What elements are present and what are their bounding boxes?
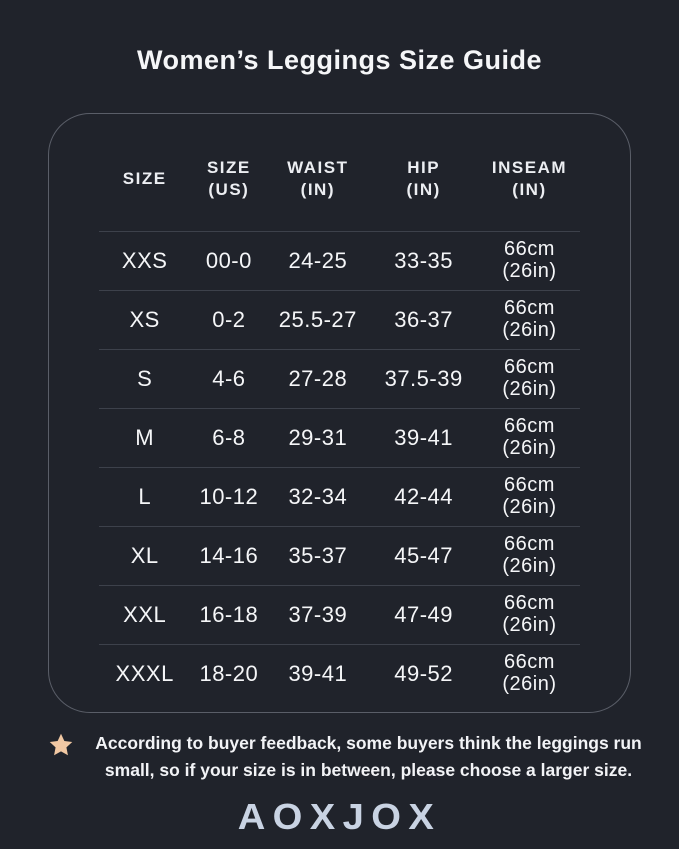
cell-hip: 39-41 (394, 425, 454, 450)
cell-hip: 37.5-39 (384, 366, 463, 391)
cell-size: L (138, 484, 152, 509)
header-label: WAIST (287, 157, 349, 177)
cell-waist: 27-28 (288, 366, 348, 391)
cell-inseam (479, 416, 580, 459)
cell-waist: 24-25 (288, 248, 348, 273)
cell-size-us: 4-6 (212, 366, 246, 391)
table-row-s (99, 349, 580, 408)
cell-size-us: 16-18 (199, 602, 259, 627)
table-row-xxl (99, 585, 580, 644)
brand-logo: AOXJOX (237, 796, 442, 838)
size-table (99, 156, 580, 703)
cell-hip: 36-37 (394, 307, 454, 332)
table-row-xs (99, 290, 580, 349)
cell-size: XXXL (115, 661, 174, 686)
cell-size-us: 6-8 (212, 425, 246, 450)
cell-size: XL (130, 543, 159, 568)
cell-size-us: 00-0 (205, 248, 252, 273)
table-row-m (99, 408, 580, 467)
cell-size-us: 18-20 (199, 661, 259, 686)
note-text: According to buyer feedback, some buyers think the leggings run small, so if your size is in between, please choose a larger size. (95, 733, 642, 781)
inseam-cm: 66cm (504, 356, 555, 379)
inseam-cm: 66cm (504, 651, 555, 674)
inseam-in: (26in) (502, 319, 557, 341)
header-label: HIP (407, 157, 441, 177)
inseam-cm: 66cm (504, 474, 555, 497)
cell-waist: 32-34 (288, 484, 348, 509)
cell-inseam (479, 298, 580, 341)
cell-size-us: 14-16 (199, 543, 259, 568)
header-cell-size-us (190, 157, 267, 201)
inseam-in: (26in) (502, 673, 557, 695)
cell-size: M (135, 425, 155, 450)
cell-waist: 25.5-27 (278, 307, 357, 332)
cell-inseam (479, 357, 580, 400)
inseam-cm: 66cm (504, 297, 555, 320)
cell-size: XXS (121, 248, 168, 273)
buyer-note (48, 730, 655, 784)
inseam-cm: 66cm (504, 238, 555, 261)
cell-size-us: 10-12 (199, 484, 259, 509)
header-cell-waist (267, 157, 368, 201)
cell-waist: 35-37 (288, 543, 348, 568)
cell-hip: 47-49 (394, 602, 454, 627)
header-sublabel: (US) (208, 180, 250, 199)
star-icon (48, 732, 74, 758)
page-title: Women’s Leggings Size Guide (136, 45, 543, 75)
inseam-in: (26in) (502, 437, 557, 459)
header-sublabel: (IN) (406, 180, 441, 199)
header-cell-hip (368, 157, 479, 201)
cell-inseam (479, 239, 580, 282)
cell-size: XS (129, 307, 160, 332)
table-row-l (99, 467, 580, 526)
inseam-cm: 66cm (504, 415, 555, 438)
cell-size: S (137, 366, 153, 391)
inseam-cm: 66cm (504, 592, 555, 615)
inseam-in: (26in) (502, 614, 557, 636)
cell-inseam (479, 534, 580, 577)
inseam-in: (26in) (502, 378, 557, 400)
header-sublabel: (IN) (300, 180, 335, 199)
table-row-xxs (99, 231, 580, 290)
inseam-in: (26in) (502, 555, 557, 577)
header-label: INSEAM (491, 157, 568, 177)
inseam-in: (26in) (502, 496, 557, 518)
inseam-cm: 66cm (504, 533, 555, 556)
cell-waist: 37-39 (288, 602, 348, 627)
inseam-in: (26in) (502, 260, 557, 282)
cell-waist: 29-31 (288, 425, 348, 450)
cell-hip: 45-47 (394, 543, 454, 568)
header-sublabel: (IN) (512, 180, 547, 199)
table-body (99, 231, 580, 703)
header-cell-size (99, 168, 190, 190)
header-cell-inseam (479, 157, 580, 201)
cell-inseam (479, 652, 580, 695)
cell-hip: 33-35 (394, 248, 454, 273)
cell-hip: 42-44 (394, 484, 454, 509)
cell-hip: 49-52 (394, 661, 454, 686)
header-label: SIZE (122, 168, 167, 188)
cell-waist: 39-41 (288, 661, 348, 686)
table-row-xl (99, 526, 580, 585)
cell-size: XXL (123, 602, 167, 627)
table-header-row (99, 156, 580, 202)
table-row-xxxl (99, 644, 580, 703)
cell-inseam (479, 593, 580, 636)
size-guide-card (48, 113, 631, 713)
cell-size-us: 0-2 (212, 307, 246, 332)
header-label: SIZE (206, 157, 251, 177)
cell-inseam (479, 475, 580, 518)
